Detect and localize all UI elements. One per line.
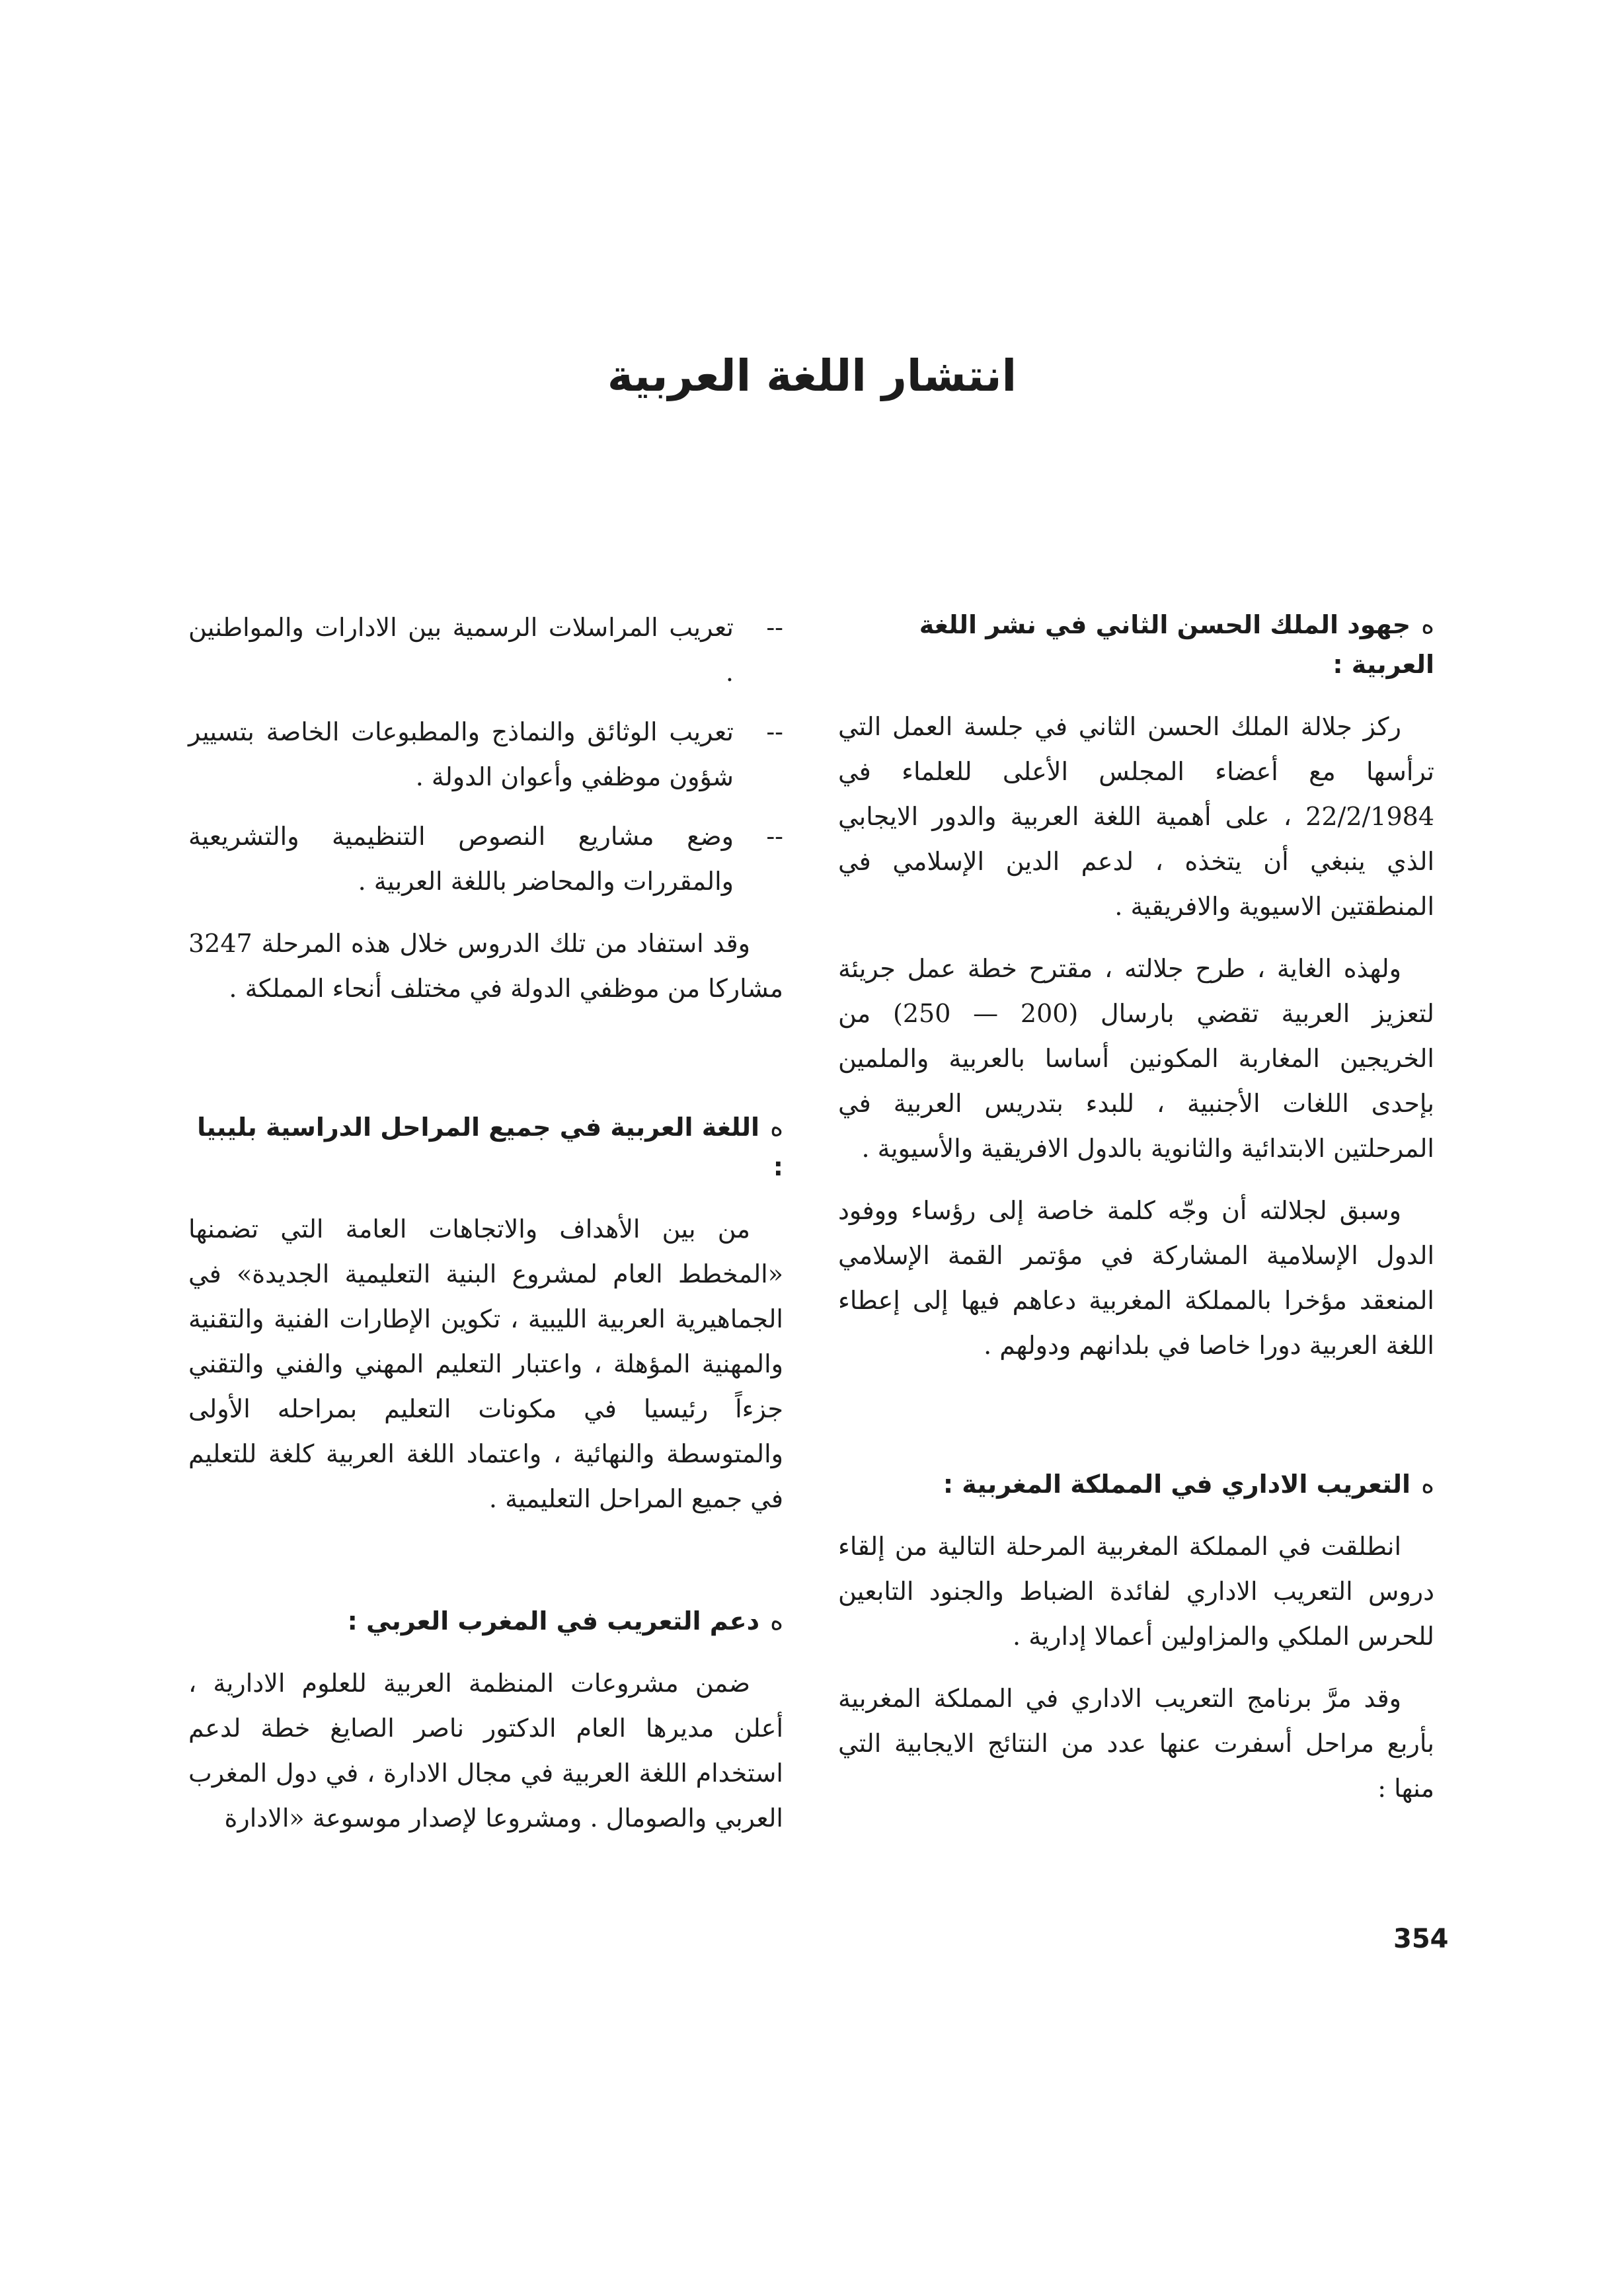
list-item: -- وضع مشاريع النصوص التنظيمية والتشريعية والمقررات والمحاضر باللغة العربية . — [188, 814, 783, 904]
section-spacer — [188, 1028, 783, 1107]
list-item: -- تعريب الوثائق والنماذج والمطبوعات الخاصة بتسيير شؤون موظفي وأعوان الدولة . — [188, 709, 783, 799]
paragraph: ضمن مشروعات المنظمة العربية للعلوم الادارية ، أعلن مديرها العام الدكتور ناصر الصايغ خطة لدعم استخدام اللغة العربية في مجال الادارة ، في دول المغرب العربي والصومال . ومشروعا لإصدار موسوعة «الادارة — [188, 1669, 783, 1833]
paragraph: وقد استفاد من تلك الدروس خلال هذه المرحلة 3247 مشاركا من موظفي الدولة في مختلف أنحاء المملكة . — [188, 929, 783, 1003]
list-item: -- تعريب المراسلات الرسمية بين الادارات والمواطنين . — [188, 605, 783, 695]
bullet-icon: ه — [1421, 610, 1434, 639]
bullet-icon: ه — [1421, 1470, 1434, 1499]
paragraph: ركز جلالة الملك الحسن الثاني في جلسة العمل التي ترأسها مع أعضاء المجلس الأعلى للعلماء في 22/2/1984 ، على أهمية اللغة العربية والدور الايجابي الذي ينبغي أن يتخذه ، لدعم الدين الإسلامي في المنطقتين الاسيوية والافريقية . — [838, 712, 1434, 921]
dash-icon: -- — [766, 822, 783, 851]
section-spacer — [188, 1538, 783, 1601]
dash-icon: -- — [766, 613, 783, 642]
paragraph: ولهذه الغاية ، طرح جلالته ، مقترح خطة عمل جريئة لتعزيز العربية تقضي بارسال (200 — 250) من الخريجين المغاربة المكونين أساسا بالعربية والملمين بإحدى اللغات الأجنبية ، للبدء بتدريس العربية في المرحلتين الابتدائية والثانوية بالدول الافريقية والأسيوية . — [838, 954, 1434, 1163]
paragraph: وقد مرَّ برنامج التعريب الاداري في المملكة المغربية بأربع مراحل أسفرت عنها عدد من النتائج الايجابية التي منها : — [838, 1684, 1434, 1803]
paragraph: من بين الأهداف والاتجاهات العامة التي تضمنها «المخطط العام لمشروع البنية التعليمية الجديدة» في الجماهيرية العربية الليبية ، تكوين الإطارات الفنية والتقنية والمهنية المؤهلة ، واعتبار التعليم المهني والفني والتقني جزءاً رئيسيا في مكونات التعليم بمراحله الأولى والمتوسطة والنهائية ، واعتماد اللغة العربية كلغة للتعليم في جميع المراحل التعليمية . — [188, 1214, 783, 1513]
bullet-icon: ه — [770, 1113, 783, 1142]
dash-icon: -- — [766, 717, 783, 746]
right-column — [838, 605, 1434, 1828]
page-title: انتشار اللغة العربية — [607, 350, 1017, 401]
section-heading-libya: هاللغة العربية في جميع المراحل الدراسية بليبيا : — [188, 1107, 783, 1187]
section-heading-king-hassan: هجهود الملك الحسن الثاني في نشر اللغة العربية : — [838, 605, 1434, 684]
left-column — [188, 605, 783, 1858]
bullet-icon: ه — [770, 1606, 783, 1636]
results-list — [188, 605, 783, 904]
section-spacer — [838, 1385, 1434, 1464]
page-number: 354 — [1393, 1924, 1449, 1954]
paragraph: انطلقت في المملكة المغربية المرحلة التالية من إلقاء دروس التعريب الاداري لفائدة الضباط والجنود التابعين للحرس الملكي والمزاولين أعمالا إدارية . — [838, 1532, 1434, 1651]
section-heading-maghreb: هدعم التعريب في المغرب العربي : — [188, 1601, 783, 1641]
paragraph: وسبق لجلالته أن وجّه كلمة خاصة إلى رؤساء ووفود الدول الإسلامية المشاركة في مؤتمر القمة الإسلامي المنعقد مؤخرا بالمملكة المغربية دعاهم فيها إلى إعطاء اللغة العربية دورا خاصا في بلدانهم ودولهم . — [838, 1196, 1434, 1360]
section-heading-admin-arabization: هالتعريب الاداري في المملكة المغربية : — [838, 1464, 1434, 1504]
